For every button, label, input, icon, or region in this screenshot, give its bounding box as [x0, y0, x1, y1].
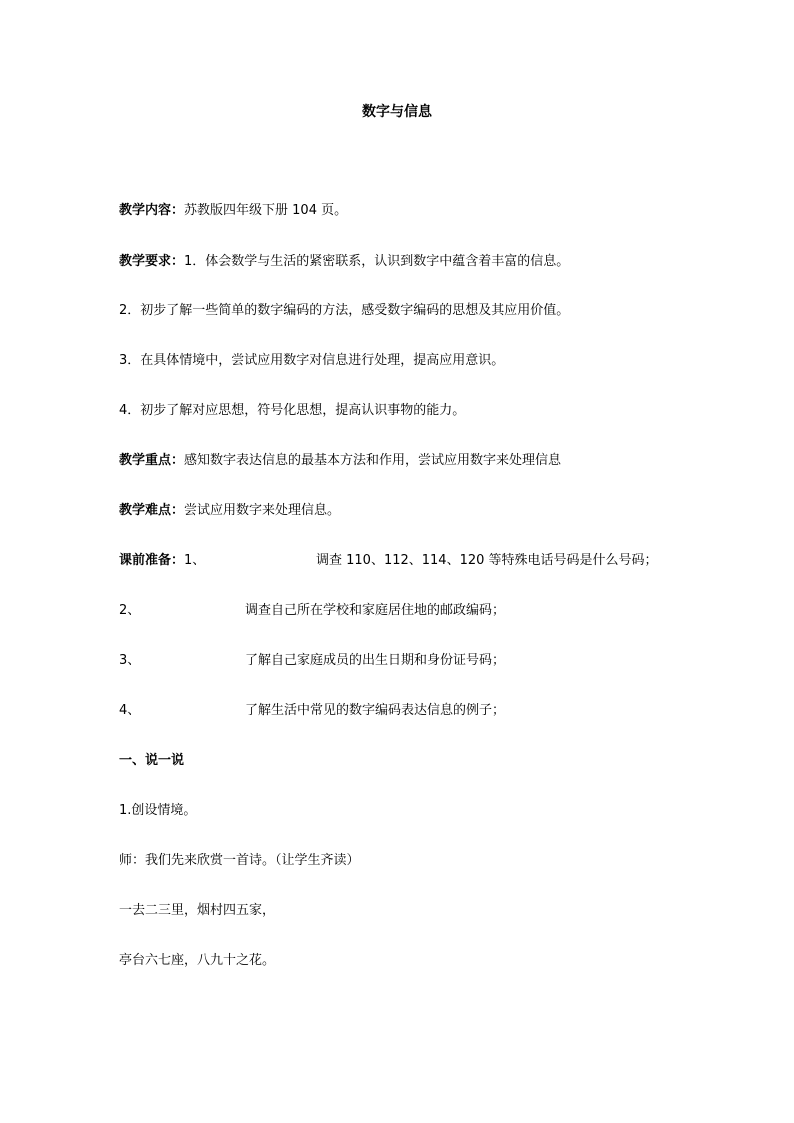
requirement-item-4: 4．初步了解对应思想，符号化思想，提高认识事物的能力。	[119, 403, 466, 418]
difficulties-text: 尝试应用数字来处理信息。	[184, 503, 341, 518]
difficulties-label: 教学难点：	[119, 503, 185, 518]
key-points-line	[119, 452, 561, 470]
preparation-label: 课前准备：	[119, 553, 185, 568]
document-title: 数字与信息	[362, 104, 432, 120]
difficulties-line	[119, 502, 340, 520]
preparation-item-1-text: 调查 110、112、114、120 等特殊电话号码是什么号码；	[316, 553, 658, 568]
section-1-heading: 一、说一说	[119, 753, 185, 768]
preparation-item-1-num: 1、	[184, 553, 206, 568]
requirement-item-1: 1．体会数学与生活的紧密联系，认识到数字中蕴含着丰富的信息。	[184, 254, 570, 269]
teaching-content-text: 苏教版四年级下册 104 页。	[184, 203, 348, 218]
requirement-item-3: 3．在具体情境中，尝试应用数字对信息进行处理，提高应用意识。	[119, 353, 505, 368]
preparation-item-2-num: 2、	[119, 603, 141, 618]
requirement-item-2: 2．初步了解一些简单的数字编码的方法，感受数字编码的思想及其应用价值。	[119, 303, 570, 318]
teaching-content-line	[119, 202, 347, 220]
preparation-line	[119, 552, 205, 570]
teaching-requirements-line	[119, 253, 569, 271]
teacher-line: 师：我们先来欣赏一首诗。（让学生齐读）	[119, 853, 360, 868]
preparation-item-3-num: 3、	[119, 653, 141, 668]
preparation-item-3-text: 了解自己家庭成员的出生日期和身份证号码；	[245, 653, 506, 668]
section-1-step: 1.创设情境。	[119, 803, 197, 818]
key-points-text: 感知数字表达信息的最基本方法和作用，尝试应用数字来处理信息	[184, 453, 562, 468]
teaching-requirements-label: 教学要求：	[119, 254, 185, 269]
preparation-item-4-num: 4、	[119, 703, 141, 718]
teaching-content-label: 教学内容：	[119, 203, 185, 218]
poem-line-1: 一去二三里，烟村四五家，	[119, 903, 276, 918]
poem-line-2: 亭台六七座，八九十之花。	[119, 953, 276, 968]
key-points-label: 教学重点：	[119, 453, 185, 468]
preparation-item-2-text: 调查自己所在学校和家庭居住地的邮政编码；	[245, 603, 506, 618]
preparation-item-4-text: 了解生活中常见的数字编码表达信息的例子；	[245, 703, 506, 718]
